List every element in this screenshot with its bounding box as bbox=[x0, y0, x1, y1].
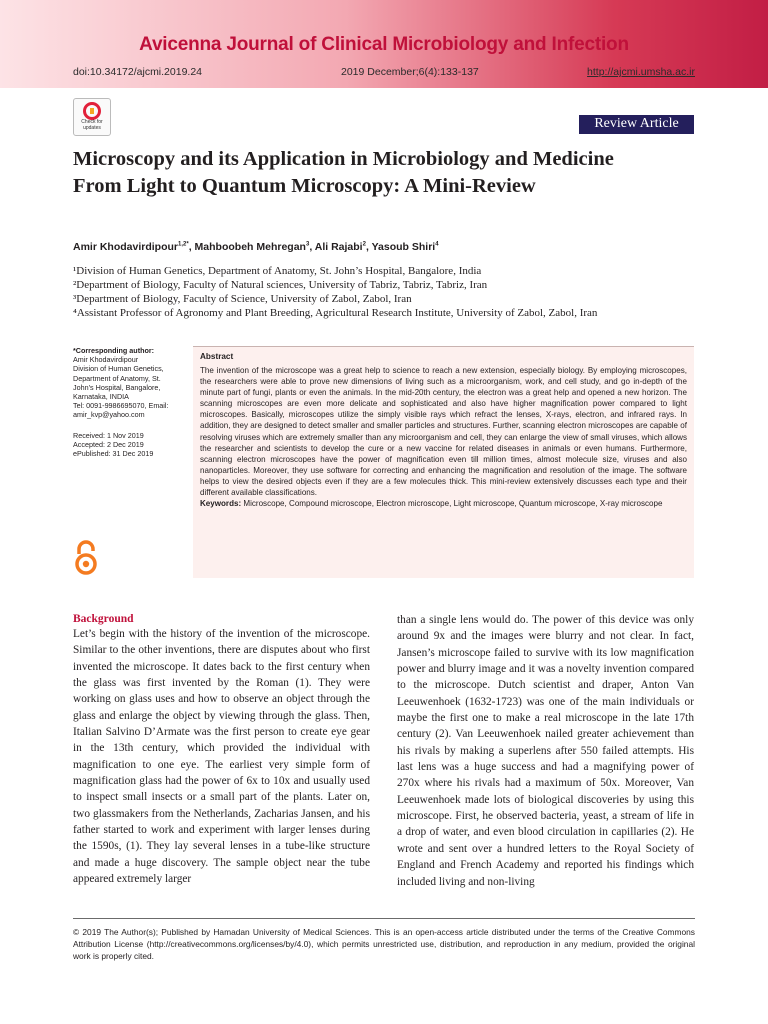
body-text-right: than a single lens would do. The power of this device was only around 9x and the images were blurry and not clear. In fact, Jansen’s microscope failed to survive with its low magnification power and blurry image and it was a novelty invention compared to the microscope. Dutch scientist and draper, Anton Van Leeuwenhoek (1632-1723) was one of the main individuals or maybe the first one to make a real microscope in the late 17th century (2). Van Leeuwenhoek nailed greater achievement than his rivals by making a superlens after 550 failed attempts. His last lens was a huge success and had a magnifying power of 270x where his rivals had a maximum of 50x. Moreover, Van Leeuwenhoek made lots of biological discoveries by using this microscope. First, he observed bacteria, yeast, a stream of life in a drop of water, and even blood circulation in capillaries (2). He wrote and sent over a hundred letters to the Royal Society of England and French Academy and reported his findings which included living and non-living bbox=[397, 614, 694, 888]
affiliation-3: ³Department of Biology, Faculty of Science, University of Zabol, Zabol, Iran bbox=[73, 293, 412, 305]
body-column-left bbox=[73, 612, 370, 888]
affiliation-4: ⁴Assistant Professor of Agronomy and Plant Breeding, Agricultural Research Institute, University of Zabol, Zabol, Iran bbox=[73, 307, 598, 319]
affiliations bbox=[73, 264, 713, 320]
body-column-right bbox=[397, 612, 694, 890]
keywords bbox=[200, 498, 687, 509]
corr-line: Department of Anatomy, St. bbox=[73, 373, 161, 383]
check-for-updates-label: Check for updates bbox=[81, 119, 103, 131]
article-sidebar bbox=[73, 346, 191, 458]
journal-url-link[interactable]: http://ajcmi.umsha.ac.ir bbox=[587, 66, 695, 78]
corr-email-link[interactable]: amir_kvp@yahoo.com bbox=[73, 410, 145, 420]
abstract-box bbox=[193, 346, 694, 578]
article-dates bbox=[73, 431, 191, 459]
check-for-updates-icon[interactable] bbox=[73, 98, 111, 136]
author-list: Amir Khodavirdipour$^{1,2*}$, Mahboobeh Mehregan$^3$, Ali Rajabi$^2$, Yasoub Shiri$^4$ bbox=[73, 241, 439, 253]
footer-divider bbox=[73, 918, 695, 919]
affiliation-1: ¹Division of Human Genetics, Department of Anatomy, St. John’s Hospital, Bangalore, India bbox=[73, 265, 482, 277]
affiliation-2: ²Department of Biology, Faculty of Natural sciences, University of Tabriz, Tabriz, Tabriz, Iran bbox=[73, 279, 488, 291]
abstract-body: The invention of the microscope was a great help to science to reach a new extension, especially biology. By employing microscopes, the researchers were able to prove new dimensions of living such as a microorganism, work, and cell study, and go in-depth of the minute part of fungi, plants or even the animals. In the mid-20th century, the electron was a great help and opened a new horizon. The scanning microscopes are even more delicate and sophisticated and also have higher magnification power compared to light microscopes. Basically, microscopes utilize the simply visible rays which refract the lenses, X-rays, electron, and infrared rays. In addition, they are designed to detect smaller and smaller particles and structures. Further, scanning electron microscopes are capable of resolving viruses which are extremely smaller than any microorganism and cell, they can enlarge the view of small viruses, which allows the researcher and scientists to develop the cure or a new vaccine for related diseases in animals or even humans. Furthermore, scanning electron microscopes have the power of magnification even till million times, almost molecule size, viruses and also nanoparticles. Moreover, they use software for correcting and enhancing the magnification and resolution of the image. The software helps to view the desired objects even if they are a few molecules thick. This mini-review extensively discusses each type and their different available classifications. bbox=[200, 366, 687, 498]
keywords-list: Microscope, Compound microscope, Electron microscope, Light microscope, Quantum microscope, X-ray microscope bbox=[243, 499, 663, 509]
section-heading-background: Background bbox=[73, 613, 134, 625]
accepted-date: Accepted: 2 Dec 2019 bbox=[73, 439, 144, 449]
keywords-label: Keywords: bbox=[200, 499, 242, 509]
doi: doi:10.34172/ajcmi.2019.24 bbox=[73, 66, 203, 78]
article-type-rule bbox=[579, 133, 694, 134]
corr-line: Karnataka, INDIA bbox=[73, 392, 129, 402]
paper-title: Microscopy and its Application in Microbiology and Medicine From Light to Quantum Microscopy: A Mini-Review bbox=[73, 148, 614, 197]
issue-info: 2019 December;6(4):133-137 bbox=[341, 66, 479, 78]
corr-line: Amir Khodavirdipour bbox=[73, 355, 139, 365]
corresponding-author-label: *Corresponding author: bbox=[73, 346, 155, 355]
abstract-heading: Abstract bbox=[200, 352, 234, 361]
body-text-left: Let’s begin with the history of the invention of the microscope. Similar to the other inventions, there are disputes about who first invented the microscope. It dates back to the first century when the glass was first invented by the Roman (1). They were working on glass uses and how to observe an object through the glass and enlarge the object by viewing through the glass. Then, Italian Salvino D’Armate was the first person to create eye gear in the 13th century, which provided the individual with magnification to one eye. The earliest very simple form of magnification glass had the power of 6x to 10x and usually used to inspect small insects or a small part of the plants. Later on, two glassmakers from the Netherlands, Zacharias Jansen, and his father started to work and experiment with larger lenses during the 1590s, (1). They lay several lenses in a tube-like structure and made a huge discovery. The sample object near the tube appeared extremely larger bbox=[73, 628, 370, 886]
open-access-icon bbox=[73, 540, 99, 576]
article-type-badge: Review Article bbox=[579, 115, 694, 133]
check-for-updates-circle bbox=[83, 102, 101, 120]
journal-title: Avicenna Journal of Clinical Microbiology and Infection bbox=[139, 34, 629, 55]
corr-line: Division of Human Genetics, bbox=[73, 364, 164, 374]
epublished-date: ePublished: 31 Dec 2019 bbox=[73, 449, 154, 459]
license-footer: © 2019 The Author(s); Published by Hamadan University of Medical Sciences. This is an open-access article distributed under the terms of the Creative Commons Attribution License (http://creativecommons.org/licenses/by/4.0), which permits unrestricted use, distribution, and reproduction in any medium, provided the original work is properly cited. bbox=[73, 927, 695, 961]
received-date: Received: 1 Nov 2019 bbox=[73, 430, 144, 440]
corr-line: John’s Hospital, Bangalore, bbox=[73, 382, 161, 392]
corr-line: Tel: 0091-9986695070, Email: bbox=[73, 401, 169, 411]
